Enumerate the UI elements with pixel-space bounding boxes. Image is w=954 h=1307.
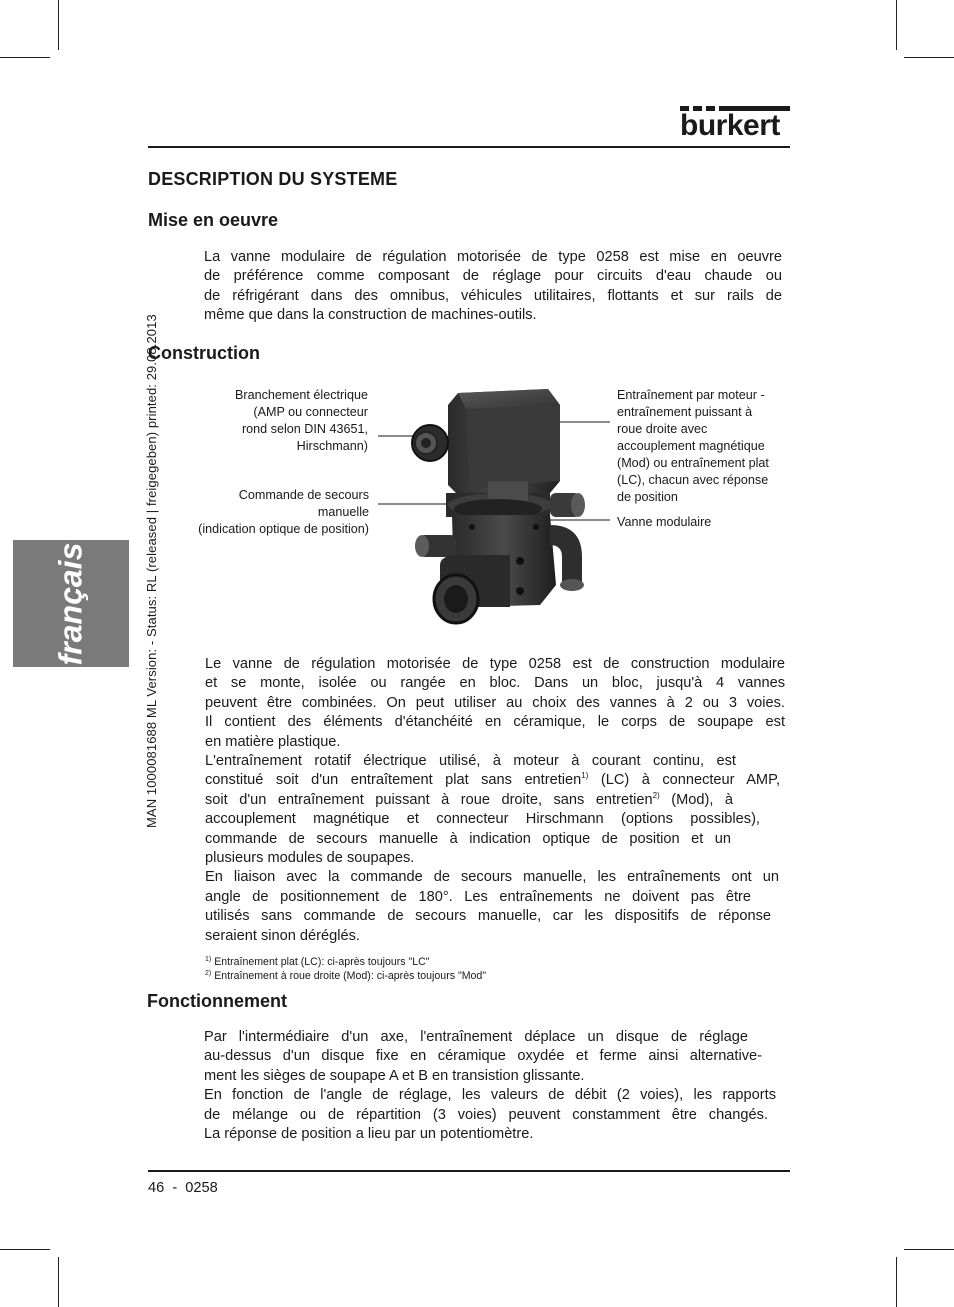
section-title: DESCRIPTION DU SYSTEME [148,169,398,189]
text-line: accouplement magnétique et connecteur Hirschmann (options possibles), [205,811,760,828]
caption-line: accouplement magnétique [617,439,765,453]
caption-line: entraînement puissant à [617,405,753,419]
text-line [205,771,780,790]
text-line: de préférence comme composant de réglage pour circuits d'eau chaude ou [204,268,782,285]
footnote [205,969,765,983]
text-fragment: constitué soit d'un entraîtement plat sans entretien [205,772,582,789]
footnote [205,955,765,969]
text-line: Il contient des éléments d'étanchéité en céramique, le corps de soupape est [205,714,785,731]
footnote-ref: 2) [652,790,660,800]
caption-line: (Mod) ou entraînement plat [617,456,769,470]
text-line: En fonction de l'angle de réglage, les valeurs de débit (2 voies), les rapports [204,1087,776,1104]
crop-mark [896,1257,897,1307]
caption-line: manuelle [317,505,369,519]
text-line: plusieurs modules de soupapes. [205,850,415,867]
footer-rule [148,1170,790,1172]
caption-line: (LC), chacun avec réponse [617,473,769,487]
text-line: L'entraînement rotatif électrique utilisé, à moteur à courant continu, est [205,753,736,770]
heading-fonctionnement: Fonctionnement [147,991,287,1011]
footnote-mark: 2) [205,970,212,977]
text-line [205,791,733,810]
text-line: commande de secours manuelle à indication optique de position et un [205,830,731,847]
caption-line: rond selon DIN 43651, [241,422,368,436]
text-line: En liaison avec la commande de secours manuelle, les entraînements ont un [205,869,779,886]
text-line: Le vanne de régulation motorisée de type 0258 est de construction modulaire [205,656,785,672]
caption-line: roue droite avec [617,422,708,436]
caption-line: (indication optique de position) [198,522,369,536]
paragraph-fonctionnement [204,1028,784,1144]
crop-mark [904,1249,954,1250]
text-line: ment les sièges de soupape A et B en transistion glissante. [204,1067,585,1084]
footnote-text: Entraînement plat (LC): ci-après toujours "LC" [214,956,430,968]
footnotes [205,955,765,983]
text-line: Par l'intermédiaire d'un axe, l'entraînement déplace un disque de réglage [204,1029,748,1045]
caption-line: Hirschmann) [296,439,368,453]
caption-line: Branchement électrique [234,388,368,402]
text-line: en matière plastique. [205,733,341,750]
text-line: même que dans la construction de machines-outils. [204,307,537,324]
text-fragment: soit d'un entraînement puissant à roue droite, sans entretien [205,791,653,808]
paragraph-construction [205,655,785,946]
footnote-ref: 1) [581,771,589,781]
footnote-mark: 1) [205,956,212,963]
text-line: au-dessus d'un disque fixe en céramique oxydée et ferme ainsi alternative- [204,1048,762,1065]
caption-line: (AMP ou connecteur [253,405,368,419]
caption-line: de position [617,490,678,504]
crop-mark [0,1249,50,1250]
text-line: La vanne modulaire de régulation motorisée de type 0258 est mise en oeuvre [204,249,782,265]
text-line: de réfrigérant dans des omnibus, véhicules utilitaires, flottants et sur rails de [204,287,782,304]
text-fragment: (Mod), à [659,791,734,808]
crop-mark [58,1257,59,1307]
heading-mise-en-oeuvre: Mise en oeuvre [148,210,279,230]
text-line: La réponse de position a lieu par un potentiomètre. [204,1126,534,1143]
text-line: peuvent être combinées. On peut utiliser au choix des vannes à 2 ou 3 voies. [205,694,785,711]
footnote-text: Entraînement à roue droite (Mod): ci-après toujours "Mod" [214,970,487,982]
page-number: 46 - 0258 [148,1180,218,1196]
text-line: et se monte, isolée ou rangée en bloc. Dans un bloc, jusqu'à 4 vannes [205,675,785,692]
language-tab-label: français [52,542,89,665]
caption-line: Commande de secours [238,488,369,502]
brand-name: burkert [680,109,780,142]
text-line: de mélange ou de répartition (3 voies) peuvent constamment être changés. [204,1106,768,1123]
text-line: seraient sinon déréglés. [205,927,360,944]
text-line: utilisés sans commande de secours manuelle, car les dispositifs de réponse [205,908,771,925]
caption-line: Vanne modulaire [617,515,712,529]
caption-line: Entraînement par moteur - [617,388,765,402]
valve-illustration [400,385,590,630]
text-line: angle de positionnement de 180°. Les entraînements ne doivent pas être [205,888,751,905]
text-fragment: (LC) à connecteur AMP, [588,772,780,789]
document-status-vertical: MAN 1000081688 ML Version: - Status: RL (released | freigegeben) printed: 29.08.2013 [144,314,159,828]
heading-construction: Construction [148,343,260,363]
